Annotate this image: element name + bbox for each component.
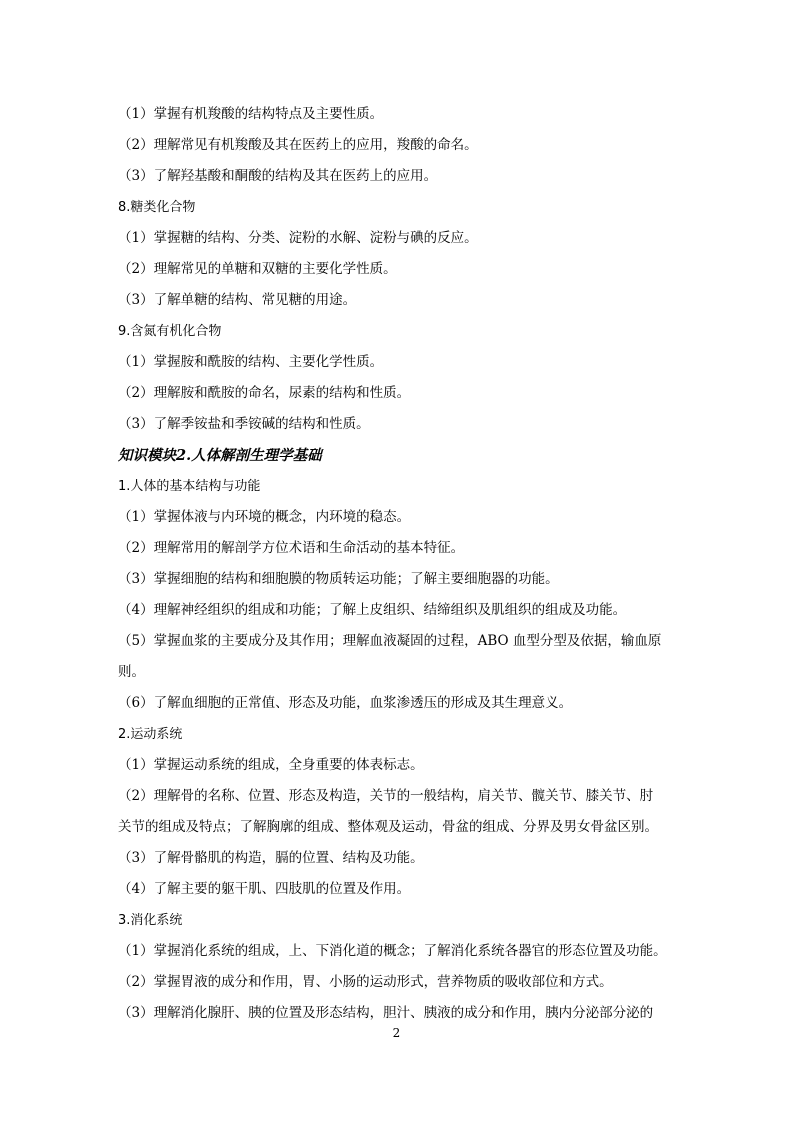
subsection-title: 2.运动系统	[118, 727, 183, 742]
list-item: （2）理解常见有机羧酸及其在医药上的应用，羧酸的命名。	[118, 137, 478, 153]
list-item: （2）理解常见的单糖和双糖的主要化学性质。	[118, 261, 397, 277]
list-item: （1）掌握消化系统的组成，上、下消化道的概念；了解消化系统各器官的形态位置及功能。	[118, 943, 667, 959]
list-item: （1）掌握体液与内环境的概念，内环境的稳态。	[118, 509, 411, 525]
page-number: 2	[392, 1026, 401, 1040]
list-item: （4）理解神经组织的组成和功能；了解上皮组织、结缔组织及肌组织的组成及功能。	[118, 602, 627, 618]
list-item: （3）了解羟基酸和酮酸的结构及其在医药上的应用。	[118, 168, 438, 184]
list-item: （4）了解主要的躯干肌、四肢肌的位置及作用。	[118, 881, 411, 897]
list-item: （3）了解季铵盐和季铵碱的结构和性质。	[118, 416, 370, 432]
list-item: （2）理解骨的名称、位置、形态及构造，关节的一般结构，肩关节、髋关节、膝关节、肘	[118, 788, 654, 804]
list-item: （6）了解血细胞的正常值、形态及功能，血浆渗透压的形成及其生理意义。	[118, 695, 573, 711]
list-item: （2）掌握胃液的成分和作用，胃、小肠的运动形式，营养物质的吸收部位和方式。	[118, 974, 613, 990]
list-item: （3）理解消化腺肝、胰的位置及形态结构，胆汁、胰液的成分和作用，胰内分泌部分泌的	[118, 1005, 654, 1021]
list-item: （2）理解常用的解剖学方位术语和生命活动的基本特征。	[118, 540, 465, 556]
list-item: （1）掌握糖的结构、分类、淀粉的水解、淀粉与碘的反应。	[118, 230, 478, 246]
document-body	[118, 99, 678, 1029]
subsection-title: 1.人体的基本结构与功能	[118, 479, 261, 494]
subsection-title: 8.糖类化合物	[118, 200, 196, 215]
list-item: （1）掌握胺和酰胺的结构、主要化学性质。	[118, 354, 384, 370]
list-item: （2）理解胺和酰胺的命名，尿素的结构和性质。	[118, 385, 411, 401]
list-item: （3）掌握细胞的结构和细胞膜的物质转运功能；了解主要细胞器的功能。	[118, 571, 559, 587]
subsection-title: 3.消化系统	[118, 913, 183, 928]
list-item: 关节的组成及特点；了解胸廓的组成、整体观及运动，骨盆的组成、分界及男女骨盆区别。	[118, 819, 658, 835]
list-item: （5）掌握血浆的主要成分及其作用；理解血液凝固的过程，ABO 血型分型及依据，输血原	[118, 633, 662, 649]
list-item: （3）了解骨骼肌的构造，膈的位置、结构及功能。	[118, 850, 424, 866]
section-heading: 知识模块2.人体解剖生理学基础	[118, 447, 322, 464]
subsection-title: 9.含氮有机化合物	[118, 324, 222, 339]
list-item: （3）了解单糖的结构、常见糖的用途。	[118, 292, 357, 308]
list-item: （1）掌握运动系统的组成，全身重要的体表标志。	[118, 757, 424, 773]
list-item: 则。	[118, 664, 145, 680]
list-item: （1）掌握有机羧酸的结构特点及主要性质。	[118, 106, 384, 122]
